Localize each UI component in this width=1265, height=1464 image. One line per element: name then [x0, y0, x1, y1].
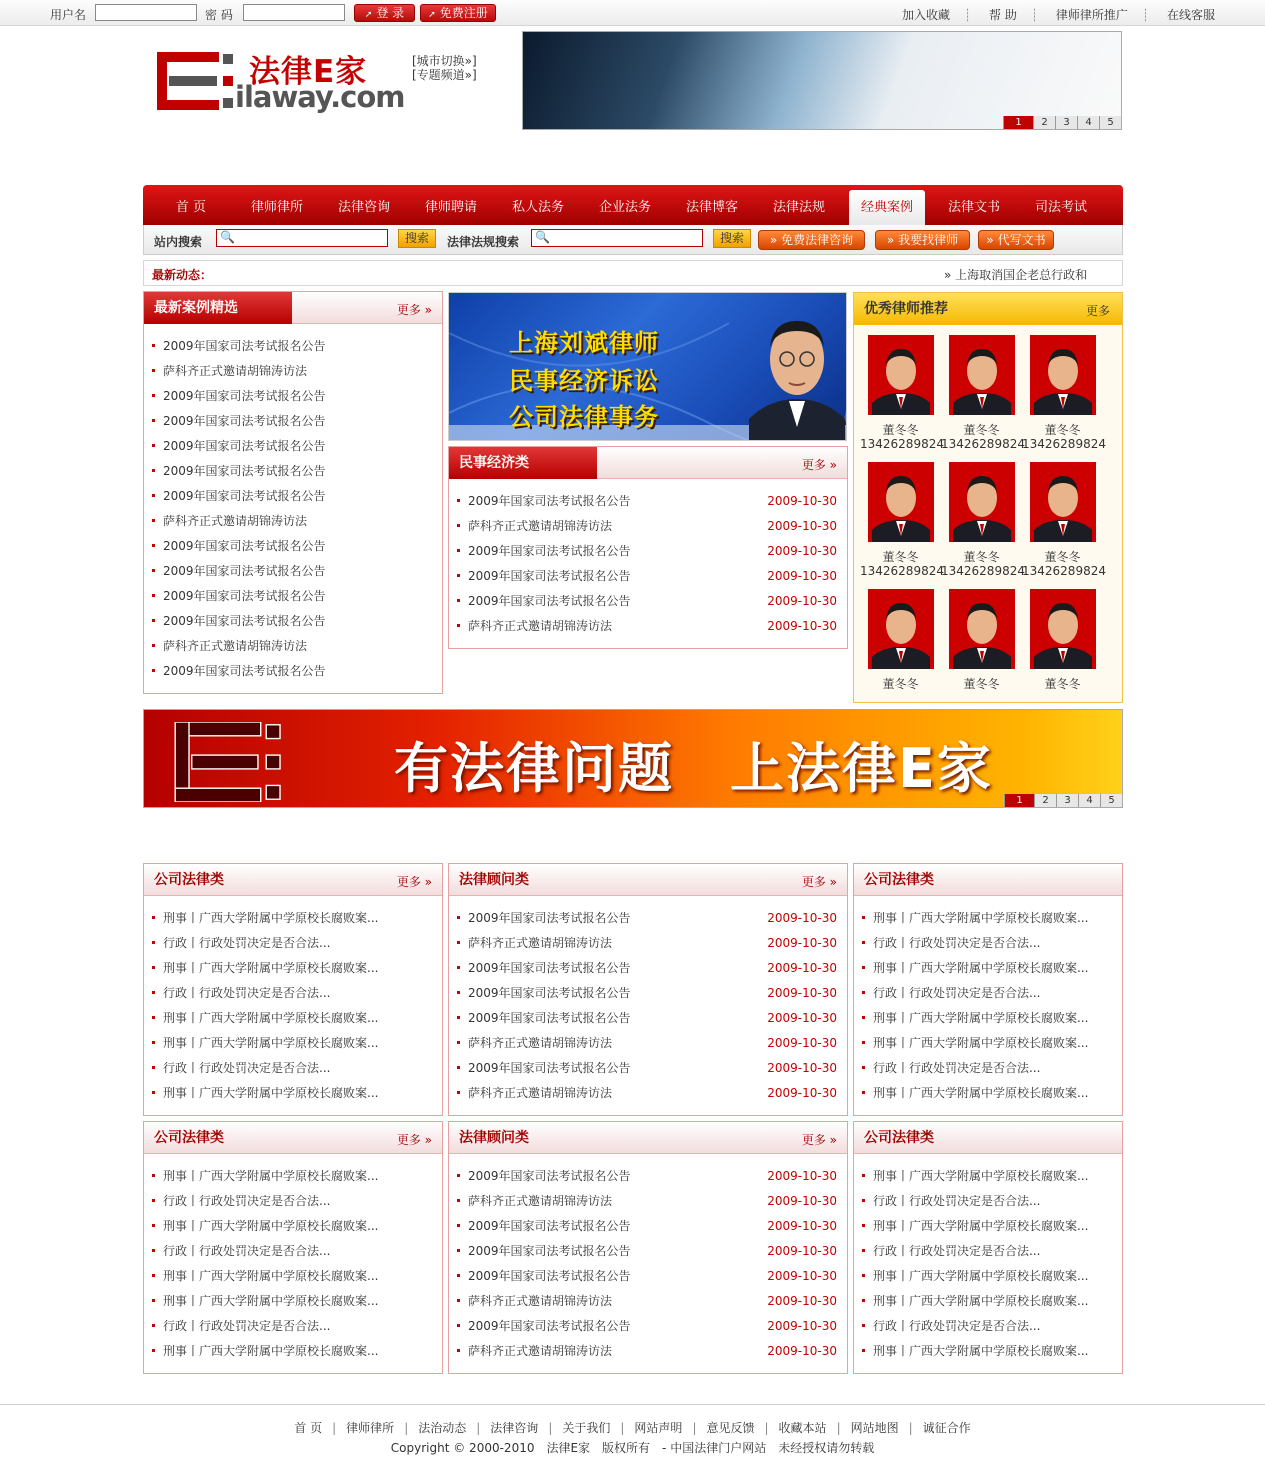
- site-search-input[interactable]: [216, 229, 388, 247]
- more-link[interactable]: 更多 »: [801, 458, 837, 472]
- tab-exam[interactable]: 司法考试: [1034, 200, 1087, 215]
- list-item[interactable]: [457, 591, 839, 616]
- item-title: 萨科齐正式邀请胡锦涛访法: [468, 1344, 613, 1358]
- item-title: 2009年国家司法考试报名公告: [468, 494, 631, 508]
- item-title: 萨科齐正式邀请胡锦涛访法: [468, 1194, 613, 1208]
- footer-link[interactable]: 律师律所: [346, 1421, 395, 1435]
- lawyer-card[interactable]: [1022, 589, 1103, 691]
- username-label: 用户名: [50, 8, 87, 22]
- lawyer-name: 董冬冬: [882, 550, 919, 564]
- list-item[interactable]: 行政丨行政处罚决定是否合法...: [152, 1316, 434, 1341]
- item-title: 2009年国家司法考试报名公告: [468, 961, 631, 975]
- list-item[interactable]: [457, 1191, 839, 1216]
- lawyer-phone: 13426289824: [941, 437, 1025, 451]
- list-item[interactable]: [457, 1341, 839, 1366]
- footer-link[interactable]: 意见反馈: [706, 1421, 755, 1435]
- panel-header: [144, 292, 442, 324]
- lawyer-avatar-icon: [949, 462, 1015, 542]
- lawyer-name: 董冬冬: [1044, 423, 1081, 437]
- item-title: 2009年国家司法考试报名公告: [468, 1244, 631, 1258]
- lawyer-avatar-icon: [868, 462, 934, 542]
- item-title: 2009年国家司法考试报名公告: [468, 569, 631, 583]
- list-item[interactable]: 行政丨行政处罚决定是否合法...: [862, 1191, 1114, 1216]
- search-icon: 🔍: [535, 230, 550, 244]
- find-lawyer-label: 我要找律师: [898, 233, 959, 247]
- more-link[interactable]: 更多 »: [801, 875, 837, 889]
- feature-line-1: 上海刘斌律师: [509, 329, 659, 357]
- list-item[interactable]: [457, 908, 839, 933]
- lawyer-name: 董冬冬: [963, 677, 1000, 691]
- login-button-label: 登 录: [376, 6, 405, 20]
- list-item[interactable]: 2009年国家司法考试报名公告: [152, 536, 434, 561]
- lawyer-photo[interactable]: [868, 589, 934, 669]
- online-service-link[interactable]: 在线客服: [1166, 8, 1215, 22]
- register-button[interactable]: [420, 4, 496, 22]
- panel-header: [854, 1122, 1122, 1154]
- list-item[interactable]: 萨科齐正式邀请胡锦涛访法: [152, 511, 434, 536]
- tab-documents[interactable]: 法律文书: [947, 200, 1000, 215]
- list-item[interactable]: 刑事丨广西大学附属中学原校长腐败案...: [152, 1033, 434, 1058]
- city-switch-link[interactable]: [城市切换»]: [412, 54, 477, 68]
- lawyer-card[interactable]: [860, 462, 944, 578]
- list-item[interactable]: [457, 541, 839, 566]
- panel-title: 法律顾问类: [459, 872, 529, 888]
- footer-link[interactable]: 收藏本站: [778, 1421, 827, 1435]
- pager-4[interactable]: 4: [1078, 794, 1100, 807]
- footer-link[interactable]: 网站地图: [850, 1421, 899, 1435]
- panel-header: [449, 1122, 847, 1154]
- item-title: 萨科齐正式邀请胡锦涛访法: [468, 936, 613, 950]
- more-link[interactable]: 更多 »: [801, 1133, 837, 1147]
- logo-brand: 法律E家: [249, 54, 368, 90]
- list-item[interactable]: [457, 1058, 839, 1083]
- list-item[interactable]: [457, 1083, 839, 1108]
- lawyer-avatar-icon: [1030, 335, 1096, 415]
- separator: |: [476, 1421, 481, 1435]
- footer-link[interactable]: 法律咨询: [490, 1421, 539, 1435]
- list-item[interactable]: [457, 1241, 839, 1266]
- lawyer-photo[interactable]: [1030, 335, 1096, 415]
- list-item[interactable]: 2009年国家司法考试报名公告: [152, 386, 434, 411]
- tab-blog[interactable]: 法律博客: [685, 200, 738, 215]
- pager-1[interactable]: 1: [1004, 794, 1034, 807]
- pager-2[interactable]: 2: [1033, 116, 1055, 129]
- footer: [0, 1404, 1265, 1464]
- lawyer-phone: 13426289824: [1022, 564, 1106, 578]
- item-date: 2009-10-30: [767, 1244, 837, 1258]
- separator: |: [332, 1421, 337, 1435]
- list-item[interactable]: 行政丨行政处罚决定是否合法...: [862, 933, 1114, 958]
- panel-title: 公司法律类: [864, 1130, 934, 1146]
- panel-title: 民事经济类: [449, 447, 597, 479]
- lawyer-avatar-icon: [1030, 462, 1096, 542]
- lawyer-name: 董冬冬: [1044, 550, 1081, 564]
- search-bar: [143, 225, 1123, 255]
- list-item[interactable]: [457, 516, 839, 541]
- promote-link[interactable]: 律师律所推广: [1055, 8, 1128, 22]
- company-law-panel: [853, 1121, 1123, 1374]
- item-title: 萨科齐正式邀请胡锦涛访法: [468, 1086, 613, 1100]
- logo-mark-icon: [174, 722, 284, 802]
- item-title: 2009年国家司法考试报名公告: [468, 1169, 631, 1183]
- lawyer-phone: 13426289824: [860, 564, 944, 578]
- separator: |: [548, 1421, 553, 1435]
- lawyer-name: 董冬冬: [963, 423, 1000, 437]
- list-item[interactable]: 刑事丨广西大学附属中学原校长腐败案...: [862, 1166, 1114, 1191]
- tab-laws[interactable]: 法律法规: [772, 200, 825, 215]
- lawyer-card[interactable]: [941, 335, 1025, 451]
- list-item[interactable]: 行政丨行政处罚决定是否合法...: [862, 1058, 1114, 1083]
- panel-title: 法律顾问类: [459, 1130, 529, 1146]
- item-date: 2009-10-30: [767, 961, 837, 975]
- list-item[interactable]: 刑事丨广西大学附属中学原校长腐败案...: [152, 958, 434, 983]
- item-date: 2009-10-30: [767, 1169, 837, 1183]
- tab-hire[interactable]: 律师聘请: [424, 200, 477, 215]
- list-item[interactable]: 刑事丨广西大学附属中学原校长腐败案...: [152, 908, 434, 933]
- logo-domain: ilaway.com: [235, 80, 405, 114]
- panel-header: [449, 864, 847, 896]
- banner-pager: [1003, 116, 1121, 129]
- lawyer-name: 董冬冬: [882, 677, 919, 691]
- list-item[interactable]: [457, 1291, 839, 1316]
- item-date: 2009-10-30: [767, 1194, 837, 1208]
- item-date: 2009-10-30: [767, 1344, 837, 1358]
- list-item[interactable]: 刑事丨广西大学附属中学原校长腐败案...: [862, 1008, 1114, 1033]
- banner-slogan: 有法律问题 上法律E家: [394, 737, 993, 800]
- list-item[interactable]: 2009年国家司法考试报名公告: [152, 611, 434, 636]
- item-date: 2009-10-30: [767, 544, 837, 558]
- news-label: 最新动态：: [152, 268, 213, 282]
- feature-line-2: 民事经济诉讼: [509, 367, 659, 395]
- tab-lawyers[interactable]: 律师律所: [250, 200, 303, 215]
- find-lawyer-button[interactable]: » 我要找律师: [875, 230, 970, 250]
- lawyer-avatar-icon: [868, 335, 934, 415]
- pager-2[interactable]: 2: [1034, 794, 1056, 807]
- logo-mark-icon: [157, 52, 235, 110]
- list-item[interactable]: 刑事丨广西大学附属中学原校长腐败案...: [862, 958, 1114, 983]
- list-item[interactable]: [457, 616, 839, 641]
- panel-title: 公司法律类: [864, 872, 934, 888]
- pager-5[interactable]: 5: [1100, 794, 1122, 807]
- password-input[interactable]: [243, 4, 345, 21]
- civil-economic-list: [457, 491, 839, 641]
- write-doc-button[interactable]: » 代写文书: [978, 230, 1054, 250]
- pager-5[interactable]: 5: [1099, 116, 1121, 129]
- tab-home[interactable]: 首 页: [175, 200, 207, 215]
- login-button[interactable]: [354, 4, 415, 22]
- panel-title: 优秀律师推荐: [864, 301, 948, 317]
- list-item[interactable]: 2009年国家司法考试报名公告: [152, 486, 434, 511]
- item-date: 2009-10-30: [767, 1061, 837, 1075]
- item-title: 2009年国家司法考试报名公告: [468, 1319, 631, 1333]
- tab-cases[interactable]: 经典案例: [849, 190, 925, 225]
- list-item[interactable]: 刑事丨广西大学附属中学原校长腐败案...: [862, 1083, 1114, 1108]
- list-item[interactable]: 刑事丨广西大学附属中学原校长腐败案...: [152, 1166, 434, 1191]
- list-item[interactable]: 2009年国家司法考试报名公告: [152, 436, 434, 461]
- article-list: [457, 1166, 839, 1366]
- footer-link[interactable]: 首 页: [294, 1421, 323, 1435]
- item-date: 2009-10-30: [767, 1219, 837, 1233]
- item-title: 2009年国家司法考试报名公告: [468, 1011, 631, 1025]
- list-item[interactable]: 2009年国家司法考试报名公告: [152, 561, 434, 586]
- lawyer-card[interactable]: [941, 589, 1022, 691]
- panel-header: [854, 864, 1122, 896]
- item-title: 2009年国家司法考试报名公告: [468, 594, 631, 608]
- more-link[interactable]: 更多 »: [396, 1133, 432, 1147]
- item-date: 2009-10-30: [767, 986, 837, 1000]
- list-item[interactable]: 行政丨行政处罚决定是否合法...: [152, 1191, 434, 1216]
- item-date: 2009-10-30: [767, 519, 837, 533]
- item-title: 2009年国家司法考试报名公告: [468, 1269, 631, 1283]
- list-item[interactable]: 刑事丨广西大学附属中学原校长腐败案...: [862, 1341, 1114, 1366]
- list-item[interactable]: 行政丨行政处罚决定是否合法...: [862, 1316, 1114, 1341]
- add-favorite-link[interactable]: 加入收藏: [901, 8, 950, 22]
- lawyer-avatar-icon: [868, 589, 934, 669]
- item-title: 2009年国家司法考试报名公告: [468, 986, 631, 1000]
- law-search-button[interactable]: 搜索: [713, 229, 751, 248]
- footer-links: [0, 1419, 1265, 1436]
- lawyer-photo[interactable]: [868, 335, 934, 415]
- latest-cases-list: [152, 336, 434, 686]
- panel-header: [854, 293, 1122, 325]
- list-item[interactable]: 刑事丨广西大学附属中学原校长腐败案...: [152, 1291, 434, 1316]
- item-title: 萨科齐正式邀请胡锦涛访法: [468, 1294, 613, 1308]
- company-law-panel: [143, 863, 443, 1116]
- list-item[interactable]: 萨科齐正式邀请胡锦涛访法: [152, 361, 434, 386]
- lawyer-photo[interactable]: [949, 462, 1015, 542]
- more-link[interactable]: 更多 »: [396, 303, 432, 317]
- pager-4[interactable]: 4: [1077, 116, 1099, 129]
- list-item[interactable]: 2009年国家司法考试报名公告: [152, 336, 434, 361]
- article-list: [862, 908, 1114, 1108]
- arrow-icon: ➚: [428, 10, 436, 20]
- company-law-panel: [853, 863, 1123, 1116]
- item-title: 萨科齐正式邀请胡锦涛访法: [468, 1036, 613, 1050]
- item-date: 2009-10-30: [767, 494, 837, 508]
- law-search-input[interactable]: [531, 229, 703, 247]
- item-date: 2009-10-30: [767, 911, 837, 925]
- separator: |: [908, 1421, 913, 1435]
- item-date: 2009-10-30: [767, 1294, 837, 1308]
- tab-enterprise[interactable]: 企业法务: [598, 200, 651, 215]
- list-item[interactable]: 刑事丨广西大学附属中学原校长腐败案...: [862, 1216, 1114, 1241]
- list-item[interactable]: [457, 1008, 839, 1033]
- list-item[interactable]: 2009年国家司法考试报名公告: [152, 411, 434, 436]
- list-item[interactable]: [457, 1216, 839, 1241]
- separator: |: [404, 1421, 409, 1435]
- tab-consult[interactable]: 法律咨询: [337, 200, 390, 215]
- article-list: [152, 908, 434, 1108]
- list-item[interactable]: 行政丨行政处罚决定是否合法...: [152, 933, 434, 958]
- item-title: 2009年国家司法考试报名公告: [468, 1061, 631, 1075]
- site-logo[interactable]: [157, 50, 405, 114]
- footer-link[interactable]: 诚征合作: [922, 1421, 971, 1435]
- free-consult-button[interactable]: » 免费法律咨询: [758, 230, 865, 250]
- username-input[interactable]: [95, 4, 197, 21]
- panel-title: 公司法律类: [154, 872, 224, 888]
- list-item[interactable]: 2009年国家司法考试报名公告: [152, 461, 434, 486]
- lawyer-avatar-icon: [949, 589, 1015, 669]
- slogan-banner[interactable]: [143, 709, 1123, 808]
- item-date: 2009-10-30: [767, 1011, 837, 1025]
- list-item[interactable]: 刑事丨广西大学附属中学原校长腐败案...: [152, 1008, 434, 1033]
- panel-header: [144, 864, 442, 896]
- footer-link[interactable]: 法治动态: [418, 1421, 467, 1435]
- lawyer-phone: 13426289824: [1022, 437, 1106, 451]
- item-date: 2009-10-30: [767, 1036, 837, 1050]
- lawyer-photo[interactable]: [949, 589, 1015, 669]
- tab-private[interactable]: 私人法务: [511, 200, 564, 215]
- civil-economic-panel: [448, 446, 848, 649]
- item-title: 萨科齐正式邀请胡锦涛访法: [468, 519, 613, 533]
- list-item[interactable]: 行政丨行政处罚决定是否合法...: [152, 1058, 434, 1083]
- free-consult-label: 免费法律咨询: [781, 233, 854, 247]
- lawyer-avatar-icon: [949, 335, 1015, 415]
- topic-channel-link[interactable]: [专题频道»]: [412, 68, 477, 82]
- panel-title: 最新案例精选: [144, 292, 292, 324]
- list-item[interactable]: 刑事丨广西大学附属中学原校长腐败案...: [862, 1266, 1114, 1291]
- lawyer-name: 董冬冬: [963, 550, 1000, 564]
- list-item[interactable]: 刑事丨广西大学附属中学原校长腐败案...: [862, 1291, 1114, 1316]
- separator: |: [764, 1421, 769, 1435]
- city-links: [412, 54, 477, 82]
- list-item[interactable]: 2009年国家司法考试报名公告: [152, 586, 434, 611]
- recommended-lawyers-panel: [853, 292, 1123, 703]
- list-item[interactable]: [457, 1033, 839, 1058]
- news-strip: [143, 260, 1123, 286]
- legal-advisor-panel: [448, 1121, 848, 1374]
- top-links: 加入收藏 ┊ 帮 助 ┊ 律师律所推广 ┊ 在线客服: [901, 8, 1215, 22]
- item-title: 2009年国家司法考试报名公告: [468, 911, 631, 925]
- list-item[interactable]: 刑事丨广西大学附属中学原校长腐败案...: [862, 908, 1114, 933]
- item-date: 2009-10-30: [767, 1269, 837, 1283]
- top-bar: [0, 0, 1265, 26]
- item-date: 2009-10-30: [767, 619, 837, 633]
- list-item[interactable]: 刑事丨广西大学附属中学原校长腐败案...: [152, 1216, 434, 1241]
- law-search-label: 法律法规搜索: [447, 235, 520, 249]
- lawyer-photo[interactable]: [1030, 462, 1096, 542]
- list-item[interactable]: 刑事丨广西大学附属中学原校长腐败案...: [152, 1341, 434, 1366]
- panel-header: [144, 1122, 442, 1154]
- list-item[interactable]: 行政丨行政处罚决定是否合法...: [152, 1241, 434, 1266]
- list-item[interactable]: [457, 1166, 839, 1191]
- password-label: 密 码: [205, 8, 233, 22]
- news-ticker-item[interactable]: » 上海取消国企老总行政和: [944, 268, 1088, 282]
- lawyer-avatar-icon: [1030, 589, 1096, 669]
- lawyer-name: 董冬冬: [1044, 677, 1081, 691]
- search-icon: 🔍: [220, 230, 235, 244]
- list-item[interactable]: 行政丨行政处罚决定是否合法...: [152, 983, 434, 1008]
- separator: |: [836, 1421, 841, 1435]
- lawyer-card[interactable]: [860, 335, 944, 451]
- help-link[interactable]: 帮 助: [989, 8, 1017, 22]
- list-item[interactable]: [457, 491, 839, 516]
- list-item[interactable]: 行政丨行政处罚决定是否合法...: [862, 1241, 1114, 1266]
- item-date: 2009-10-30: [767, 1319, 837, 1333]
- latest-cases-panel: [143, 291, 443, 694]
- item-date: 2009-10-30: [767, 569, 837, 583]
- list-item[interactable]: [457, 1266, 839, 1291]
- lawyer-phone: 13426289824: [860, 437, 944, 451]
- list-item[interactable]: 萨科齐正式邀请胡锦涛访法: [152, 636, 434, 661]
- article-list: [862, 1166, 1114, 1366]
- copyright: Copyright © 2000-2010 法律E家 版权所有 - 中国法律门户网站 未经授权请勿转载: [390, 1441, 875, 1455]
- legal-advisor-panel: [448, 863, 848, 1116]
- more-link[interactable]: 更多 »: [396, 875, 432, 889]
- pager-3[interactable]: 3: [1055, 116, 1077, 129]
- item-title: 2009年国家司法考试报名公告: [468, 1219, 631, 1233]
- pager-1[interactable]: 1: [1003, 116, 1033, 129]
- lawyer-feature-banner[interactable]: [448, 292, 847, 441]
- panel-header: [449, 447, 847, 479]
- list-item[interactable]: 2009年国家司法考试报名公告: [152, 661, 434, 686]
- site-search-label: 站内搜索: [154, 235, 203, 249]
- separator: |: [620, 1421, 625, 1435]
- site-search-button[interactable]: 搜索: [398, 229, 436, 248]
- list-item[interactable]: [457, 566, 839, 591]
- separator: |: [692, 1421, 697, 1435]
- item-date: 2009-10-30: [767, 594, 837, 608]
- item-title: 2009年国家司法考试报名公告: [468, 544, 631, 558]
- list-item[interactable]: 刑事丨广西大学附属中学原校长腐败案...: [152, 1266, 434, 1291]
- top-banner[interactable]: [522, 31, 1122, 130]
- panel-title: 公司法律类: [154, 1130, 224, 1146]
- article-list: [152, 1166, 434, 1366]
- main-nav: [143, 185, 1123, 225]
- arrow-icon: ➚: [364, 10, 373, 20]
- register-button-label: 免费注册: [439, 6, 488, 20]
- lawyer-card[interactable]: [941, 462, 1025, 578]
- item-date: 2009-10-30: [767, 1086, 837, 1100]
- lawyer-name: 董冬冬: [882, 423, 919, 437]
- list-item[interactable]: [457, 983, 839, 1008]
- list-item[interactable]: 刑事丨广西大学附属中学原校长腐败案...: [152, 1083, 434, 1108]
- footer-link[interactable]: 网站声明: [634, 1421, 683, 1435]
- list-item[interactable]: 行政丨行政处罚决定是否合法...: [862, 983, 1114, 1008]
- list-item[interactable]: 刑事丨广西大学附属中学原校长腐败案...: [862, 1033, 1114, 1058]
- lawyer-photo[interactable]: [868, 462, 934, 542]
- feature-line-3: 公司法律事务: [509, 403, 659, 431]
- banner-pager: [1004, 794, 1122, 807]
- footer-link[interactable]: 关于我们: [562, 1421, 611, 1435]
- lawyer-card[interactable]: [1022, 462, 1106, 578]
- item-date: 2009-10-30: [767, 936, 837, 950]
- lawyer-card[interactable]: [860, 589, 941, 691]
- lawyer-photo[interactable]: [949, 335, 1015, 415]
- list-item[interactable]: [457, 933, 839, 958]
- pager-3[interactable]: 3: [1056, 794, 1078, 807]
- write-doc-label: 代写文书: [997, 233, 1046, 247]
- list-item[interactable]: [457, 958, 839, 983]
- lawyer-photo[interactable]: [1030, 589, 1096, 669]
- lawyer-portrait-icon: [749, 307, 845, 441]
- list-item[interactable]: [457, 1316, 839, 1341]
- lawyer-phone: 13426289824: [941, 564, 1025, 578]
- item-title: 萨科齐正式邀请胡锦涛访法: [468, 619, 613, 633]
- company-law-panel: [143, 1121, 443, 1374]
- lawyer-card[interactable]: [1022, 335, 1106, 451]
- article-list: [457, 908, 839, 1108]
- more-link[interactable]: 更多: [1085, 304, 1110, 318]
